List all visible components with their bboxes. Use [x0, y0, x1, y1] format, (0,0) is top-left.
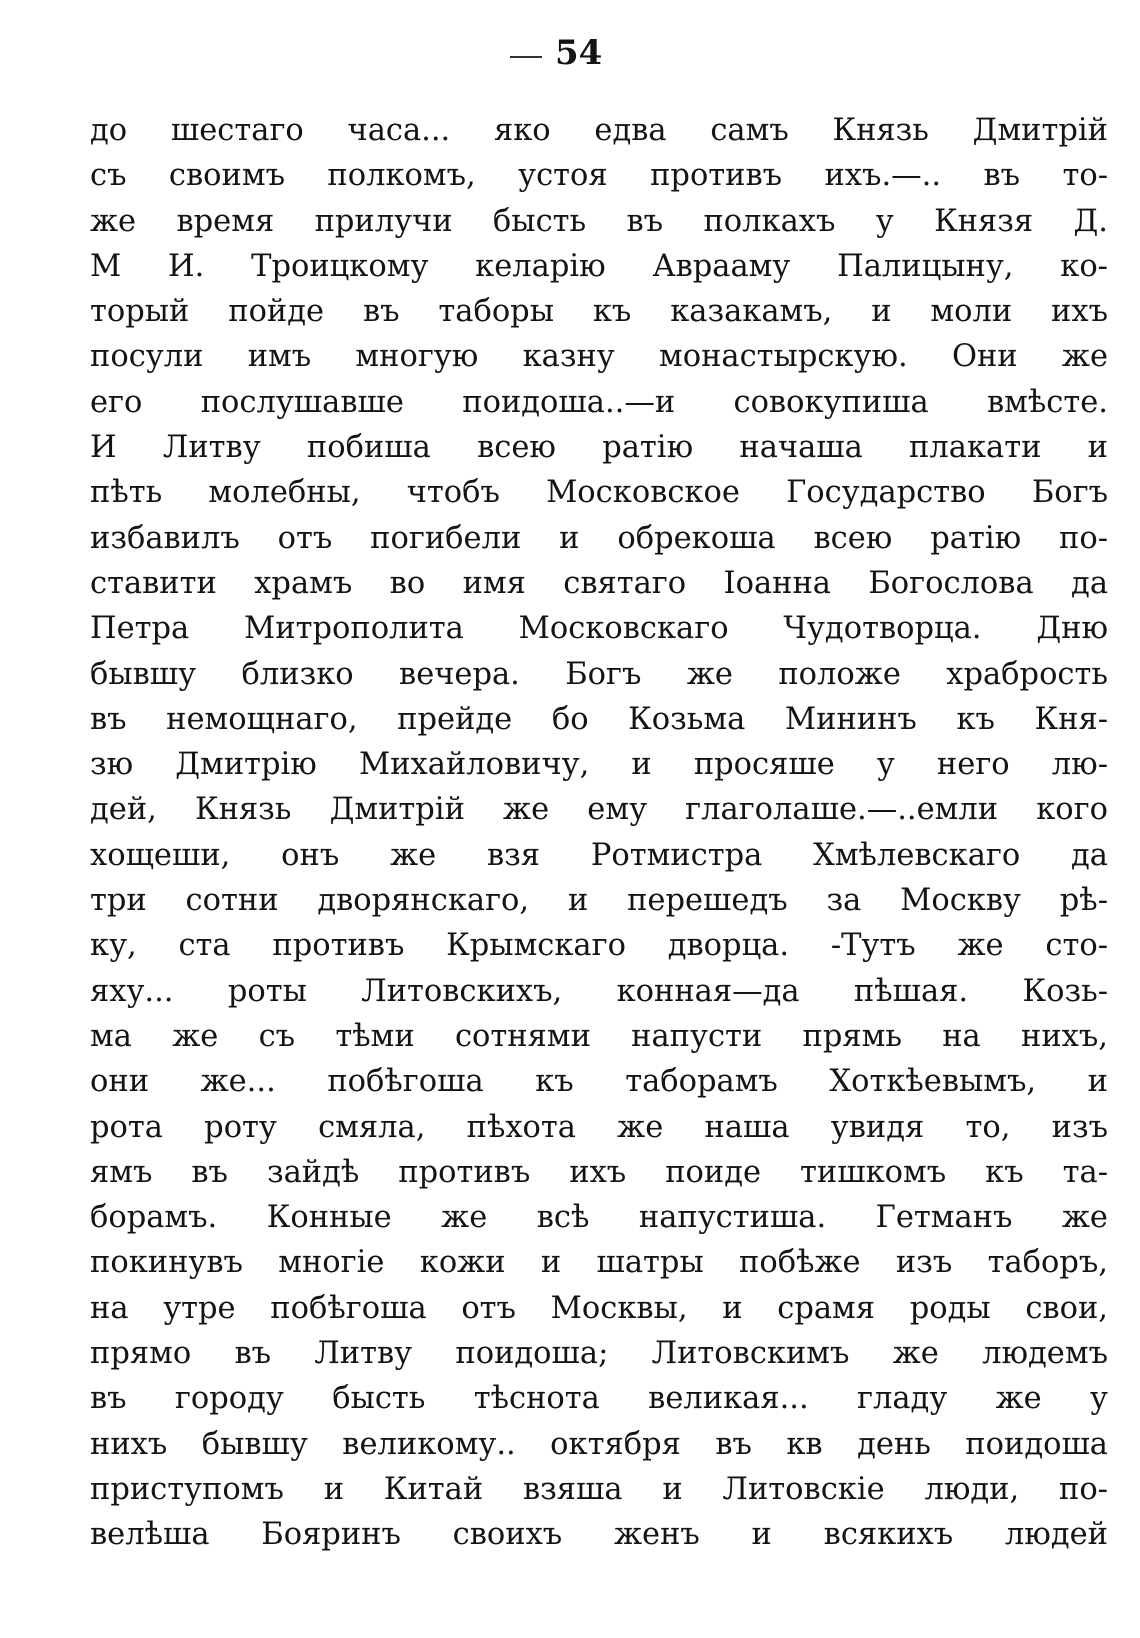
text-line: покинувъ многіе кожи и шатры побѣже изъ таборъ,	[90, 1245, 1108, 1281]
text-line: борамъ. Конные же всѣ напустиша. Гетманъ же	[90, 1200, 1108, 1236]
text-line: посули имъ многую казну монастырскую. Они же	[90, 339, 1108, 375]
text-line: въ городу бысть тѣснота великая... гладу же у	[90, 1381, 1108, 1417]
text-line: бывшу близко вечера. Богъ же положе храбрость	[90, 656, 1108, 692]
text-line: М И. Троицкому келарію Аврааму Палицыну, ко-	[90, 248, 1108, 284]
text-line: нихъ бывшу великому.. октября въ кв день поидоша	[90, 1426, 1108, 1462]
text-line: рота роту смяла, пѣхота же наша увидя то, изъ	[90, 1109, 1108, 1145]
text-line: дей, Князь Дмитрій же ему глаголаше.—..емли кого	[90, 792, 1108, 828]
page-header	[0, 28, 1140, 78]
text-line: ставити храмъ во имя святаго Іоанна Богослова да	[90, 565, 1108, 601]
text-line: приступомъ и Китай взяша и Литовскіе люди, по-	[90, 1471, 1108, 1507]
text-line: ку, ста противъ Крымскаго дворца. -Тутъ же сто-	[90, 928, 1108, 964]
text-line: въ немощнаго, прейде бо Козьма Мининъ къ Кня-	[90, 701, 1108, 737]
body-text	[90, 108, 1108, 1558]
text-line: же время прилучи бысть въ полкахъ у Князя Д.	[90, 203, 1108, 239]
text-line: ма же съ тѣми сотнями напусти прямь на нихъ,	[90, 1018, 1108, 1054]
text-line: яху... роты Литовскихъ, конная—да пѣшая. Козь-	[90, 973, 1108, 1009]
text-line: прямо въ Литву поидоша; Литовскимъ же людемъ	[90, 1336, 1108, 1372]
text-line: Петра Митрополита Московскаго Чудотворца. Дню	[90, 611, 1108, 647]
text-line: велѣша Бояринъ своихъ женъ и всякихъ людей	[90, 1517, 1108, 1553]
text-line: избавилъ отъ погибели и обрекоша всею ратію по-	[90, 520, 1108, 556]
text-line: хощеши, онъ же взя Ротмистра Хмѣлевскаго да	[90, 837, 1108, 873]
text-line: три сотни дворянскаго, и перешедъ за Москву рѣ-	[90, 883, 1108, 919]
text-line: торый пойде въ таборы къ казакамъ, и моли ихъ	[90, 294, 1108, 330]
text-line: съ своимъ полкомъ, устоя противъ ихъ.—.. въ то-	[90, 158, 1108, 194]
header-dash	[510, 56, 542, 58]
text-line: И Литву побиша всею ратію начаша плакати и	[90, 430, 1108, 466]
text-line: они же... побѣгоша къ таборамъ Хоткѣевымъ, и	[90, 1064, 1108, 1100]
text-line: на утре побѣгоша отъ Москвы, и срамя роды свои,	[90, 1290, 1108, 1326]
text-line: до шестаго часа... яко едва самъ Князь Дмитрій	[90, 113, 1108, 148]
page-number: 54	[555, 33, 603, 73]
text-line: зю Дмитрію Михайловичу, и просяше у него лю-	[90, 747, 1108, 783]
text-line: ямъ въ зайдѣ противъ ихъ поиде тишкомъ къ та-	[90, 1154, 1108, 1190]
text-line: пѣть молебны, чтобъ Московское Государство Богъ	[90, 475, 1108, 511]
text-line: его послушавше поидоша..—и совокупиша вмѣсте.	[90, 384, 1108, 420]
